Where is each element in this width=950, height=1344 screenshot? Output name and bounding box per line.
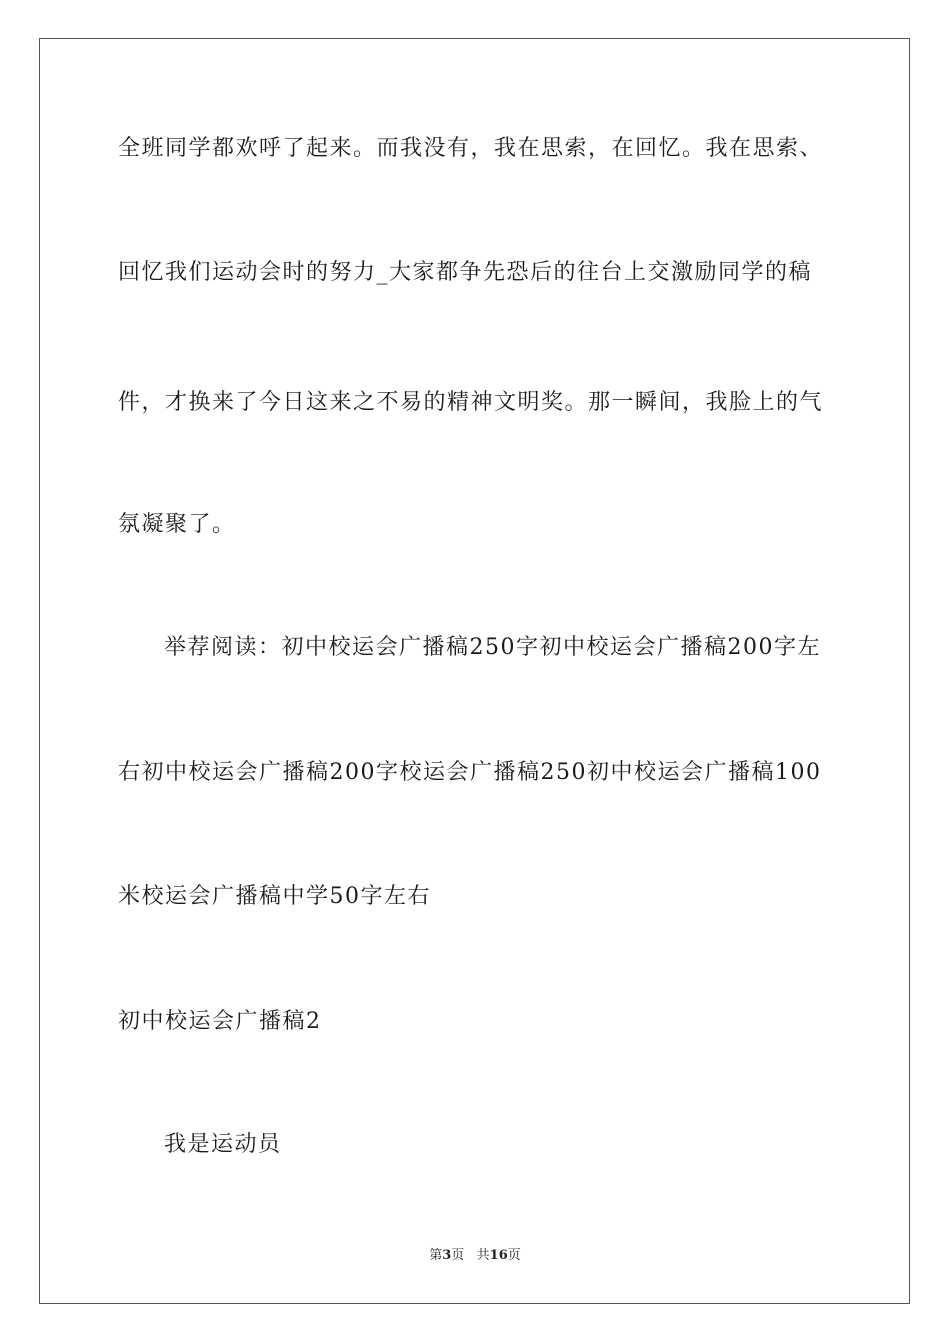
footer-page-prefix: 第: [429, 1248, 443, 1263]
footer-page-current: 3: [442, 1248, 452, 1263]
recommended-reading-line-2: 右初中校运会广播稿200字校运会广播稿250初中校运会广播稿100: [118, 760, 822, 785]
section-title: 初中校运会广播稿2: [118, 1009, 322, 1034]
body-line-1: 全班同学都欢呼了起来。而我没有，我在思索，在回忆。我在思索、: [118, 136, 824, 161]
body-line-2: 回忆我们运动会时的努力_大家都争先恐后的往台上交激励同学的稿: [118, 260, 813, 285]
footer-page-total: 16: [489, 1248, 508, 1263]
page-border: [39, 38, 910, 1304]
recommended-reading-line-1: 举荐阅读：初中校运会广播稿250字初中校运会广播稿200字左: [164, 635, 821, 660]
body-line-3: 件，才换来了今日这来之不易的精神文明奖。那一瞬间，我脸上的气: [118, 390, 824, 415]
body-line-4: 氛凝聚了。: [118, 512, 236, 537]
footer-page-mid: 页 共: [451, 1248, 490, 1263]
page-footer: [0, 1246, 950, 1266]
footer-page-suffix: 页: [507, 1248, 521, 1263]
section-subtitle: 我是运动员: [164, 1132, 282, 1157]
recommended-reading-line-3: 米校运会广播稿中学50字左右: [118, 884, 431, 909]
